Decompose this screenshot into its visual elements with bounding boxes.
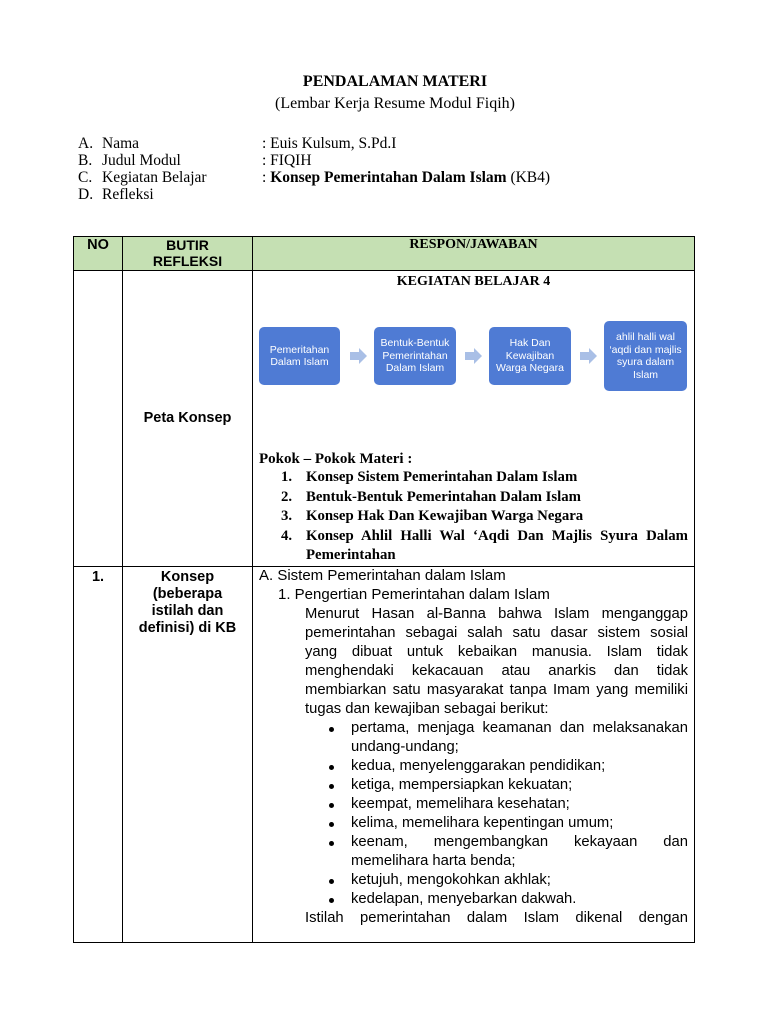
pokok-item-text: Bentuk-Bentuk Pemerintahan Dalam Islam: [306, 488, 581, 505]
list-item: 3. Konsep Hak Dan Kewajiban Warga Negara: [281, 508, 584, 524]
section-heading: A. Sistem Pemerintahan dalam Islam: [259, 566, 506, 584]
bullet-dot-icon: [329, 784, 334, 789]
table-row: [74, 271, 695, 567]
bullet-dot-icon: [329, 822, 334, 827]
header-no: NO: [74, 237, 123, 271]
bullet-dot-icon: [329, 841, 334, 846]
list-item: [305, 814, 688, 833]
paragraph: Menurut Hasan al-Banna bahwa Islam menganggap pemerintahan sebagai salah satu dasar sistem sosial yang dibuat untuk kebaikan manusia. Islam tidak menghendaki kekacauan atau anarkis dan tidak membiarkan satu masyarakat tanpa Imam yang memiliki tugas dan kewajiban sebagai berikut:: [305, 605, 688, 717]
list-item: [305, 833, 688, 871]
pokok-item-text: Konsep Ahlil Halli Wal ‘Aqdi Dan Majlis Syura Dalam Pemerintahan: [306, 527, 688, 563]
table-row: [74, 566, 695, 942]
row2-no: 1.: [74, 566, 123, 942]
list-item: [305, 776, 688, 795]
header-respon: RESPON/JAWABAN: [253, 237, 695, 271]
identity-letter: D.: [78, 186, 94, 203]
identity-label: Nama: [102, 135, 140, 152]
list-item: 2. Bentuk-Bentuk Pemerintahan Dalam Islam: [281, 488, 581, 505]
bullet-text: pertama, menjaga keamanan dan melaksanakan undang-undang;: [351, 719, 688, 755]
identity-value-prefix: :: [262, 169, 271, 186]
pokok-item-text: Konsep Sistem Pemerintahan Dalam Islam: [306, 469, 578, 485]
bullet-text: keenam, mengembangkan kekayaan dan memelihara harta benda;: [351, 833, 688, 869]
page-title: PENDALAMAN MATERI: [302, 73, 488, 90]
row1-no: [74, 271, 123, 567]
header-butir: BUTIR REFLEKSI: [123, 237, 253, 271]
bullet-text: kedua, menyelenggarakan pendidikan;: [351, 757, 606, 774]
identity-value: : Euis Kulsum, S.Pd.I: [262, 135, 397, 152]
list-item: [305, 871, 688, 890]
pokok-item-text: Konsep Hak Dan Kewajiban Warga Negara: [306, 508, 584, 524]
page-subtitle: (Lembar Kerja Resume Modul Fiqih): [275, 95, 515, 112]
list-item: 4. Konsep Ahlil Halli Wal ‘Aqdi Dan Majlis Syura Dalam Pemerintahan: [281, 527, 688, 563]
bullet-dot-icon: [329, 879, 334, 884]
bullet-dot-icon: [329, 898, 334, 903]
identity-label: Refleksi: [102, 186, 154, 203]
identity-value: [262, 169, 550, 186]
identity-letter: A.: [78, 135, 94, 152]
list-item: [305, 795, 688, 814]
row1-respon: [253, 271, 695, 567]
bullet-dot-icon: [329, 727, 334, 732]
identity-row-kegiatan: [78, 169, 550, 186]
concept-map: [253, 290, 694, 395]
identity-row-refleksi: [78, 186, 262, 203]
bullet-text: kedelapan, menyebarkan dakwah.: [351, 890, 577, 907]
bullet-text: keempat, memelihara kesehatan;: [351, 795, 570, 812]
row1-butir: Peta Konsep: [123, 271, 253, 567]
bullet-text: ketujuh, mengokohkan akhlak;: [351, 871, 551, 888]
kb-heading: KEGIATAN BELAJAR 4: [396, 274, 551, 289]
arrow-right-icon: [580, 348, 597, 364]
list-item: 1. Konsep Sistem Pemerintahan Dalam Islam: [281, 469, 578, 485]
concept-box-bentuk: Bentuk-Bentuk Pemerintahan Dalam Islam: [374, 327, 456, 385]
subsection-heading: 1. Pengertian Pemerintahan dalam Islam: [278, 585, 550, 603]
list-item: [305, 757, 688, 776]
concept-box-ahlil: ahlil halli wal ‘aqdi dan majlis syura dalam Islam: [604, 321, 687, 391]
row2-respon: [253, 566, 695, 942]
concept-box-pemerintahan: Pemeritahan Dalam Islam: [259, 327, 340, 385]
identity-row-nama: [78, 135, 396, 152]
bullet-dot-icon: [329, 803, 334, 808]
concept-box-hak: Hak Dan Kewajiban Warga Negara: [489, 327, 571, 385]
bullet-dot-icon: [329, 765, 334, 770]
bullet-text: kelima, memelihara kepentingan umum;: [351, 814, 614, 831]
pokok-list: [253, 468, 694, 566]
identity-letter: C.: [78, 169, 93, 186]
arrow-right-icon: [350, 348, 367, 364]
identity-value-suffix: (KB4): [506, 169, 551, 186]
list-item: [305, 719, 688, 757]
identity-label: Judul Modul: [102, 152, 181, 169]
bullet-text: ketiga, mempersiapkan kekuatan;: [351, 776, 573, 793]
identity-label: Kegiatan Belajar: [102, 169, 207, 186]
arrow-right-icon: [465, 348, 482, 364]
closing-text: Istilah pemerintahan dalam Islam dikenal dengan: [305, 909, 688, 926]
identity-letter: B.: [78, 152, 93, 169]
identity-value: : FIQIH: [262, 152, 312, 169]
identity-value-bold: Konsep Pemerintahan Dalam Islam: [270, 169, 507, 186]
reflection-table: [73, 236, 695, 943]
identity-row-judul: [78, 152, 312, 169]
bullet-list: [253, 719, 694, 909]
row2-butir: Konsep (beberapa istilah dan definisi) di KB: [123, 566, 253, 942]
table-header-row: [74, 237, 695, 271]
list-item: [305, 890, 688, 909]
pokok-title: Pokok – Pokok Materi :: [259, 451, 413, 467]
